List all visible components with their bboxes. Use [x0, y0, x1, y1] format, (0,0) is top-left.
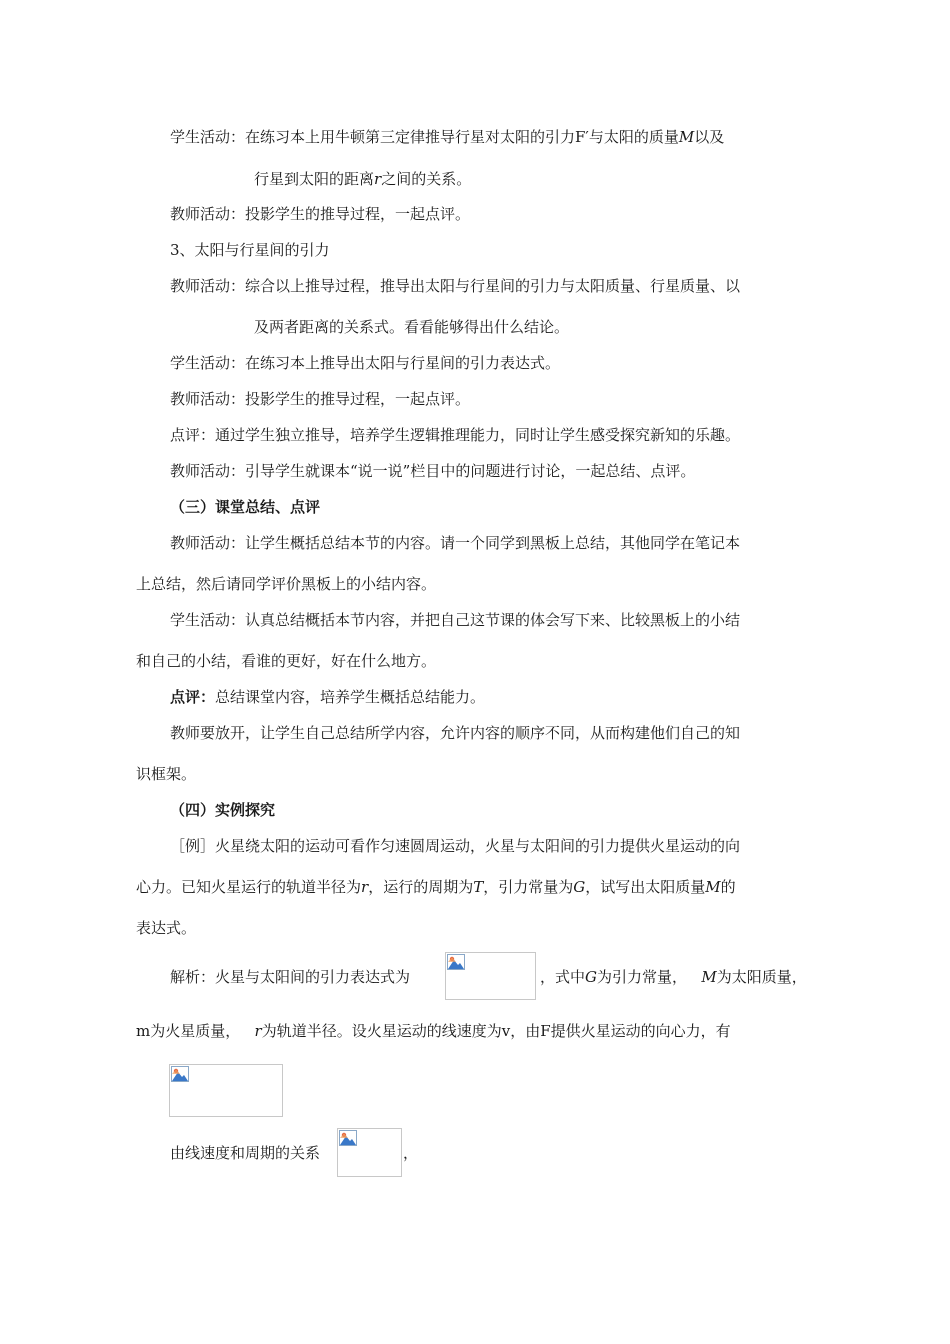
teacher-activity-1: 教师活动：投影学生的推导过程，一起点评。	[170, 205, 471, 223]
teacher-activity-5-cont: 上总结，然后请同学评价黑板上的小结内容。	[136, 575, 437, 593]
teacher-activity-3: 教师活动：投影学生的推导过程，一起点评。	[170, 390, 471, 408]
formula-image-centripetal	[169, 1064, 283, 1117]
analysis-text-3: 由线速度和周期的关系	[170, 1144, 321, 1162]
comment-2: 点评：总结课堂内容，培养学生概括总结能力。	[170, 688, 486, 706]
student-activity-1: 学生活动：在练习本上用牛顿第三定律推导行星对太阳的引力F′与太阳的质量M以及	[170, 128, 725, 146]
broken-image-icon	[171, 1066, 189, 1082]
student-activity-3-cont: 和自己的小结，看谁的更好，好在什么地方。	[136, 652, 437, 670]
student-activity-1-cont: 行星到太阳的距离r之间的关系。	[254, 170, 472, 188]
formula-image-gravity	[445, 952, 536, 1000]
teacher-note: 教师要放开，让学生自己总结所学内容，允许内容的顺序不同，从而构建他们自己的知	[170, 724, 741, 742]
analysis-text-2: m为火星质量， r为轨道半径。设火星运动的线速度为v，由F提供火星运动的向心力，有	[136, 1022, 731, 1040]
broken-image-icon	[339, 1130, 357, 1146]
student-activity-3: 学生活动：认真总结概括本节内容，并把自己这节课的体会写下来、比较黑板上的小结	[170, 611, 741, 629]
teacher-activity-5: 教师活动：让学生概括总结本节的内容。请一个同学到黑板上总结，其他同学在笔记本	[170, 534, 741, 552]
teacher-activity-2-cont: 及两者距离的关系式。看看能够得出什么结论。	[254, 318, 570, 336]
teacher-note-cont: 识框架。	[136, 765, 197, 783]
teacher-activity-2: 教师活动：综合以上推导过程，推导出太阳与行星间的引力与太阳质量、行星质量、以	[170, 277, 741, 295]
analysis-text-1b: ，式中G为引力常量， M为太阳质量，	[540, 968, 807, 986]
analysis-text-3-comma: ，	[403, 1144, 419, 1162]
section-heading-3: 3、太阳与行星间的引力	[170, 241, 330, 259]
student-activity-2: 学生活动：在练习本上推导出太阳与行星间的引力表达式。	[170, 354, 561, 372]
analysis-text-1a: 解析：火星与太阳间的引力表达式为	[170, 968, 411, 986]
example-text-3: 表达式。	[136, 919, 197, 937]
comment-1: 点评：通过学生独立推导，培养学生逻辑推理能力，同时让学生感受探究新知的乐趣。	[170, 426, 741, 444]
heading-example: （四）实例探究	[170, 801, 276, 819]
example-text-2: 心力。已知火星运行的轨道半径为r，运行的周期为T，引力常量为G，试写出太阳质量M的	[136, 878, 736, 896]
heading-summary: （三）课堂总结、点评	[170, 498, 321, 516]
formula-image-velocity	[337, 1128, 402, 1177]
example-text-1: ［例］火星绕太阳的运动可看作匀速圆周运动，火星与太阳间的引力提供火星运动的向	[170, 837, 741, 855]
broken-image-icon	[447, 954, 465, 970]
teacher-activity-4: 教师活动：引导学生就课本“说一说”栏目中的问题进行讨论，一起总结、点评。	[170, 462, 696, 480]
